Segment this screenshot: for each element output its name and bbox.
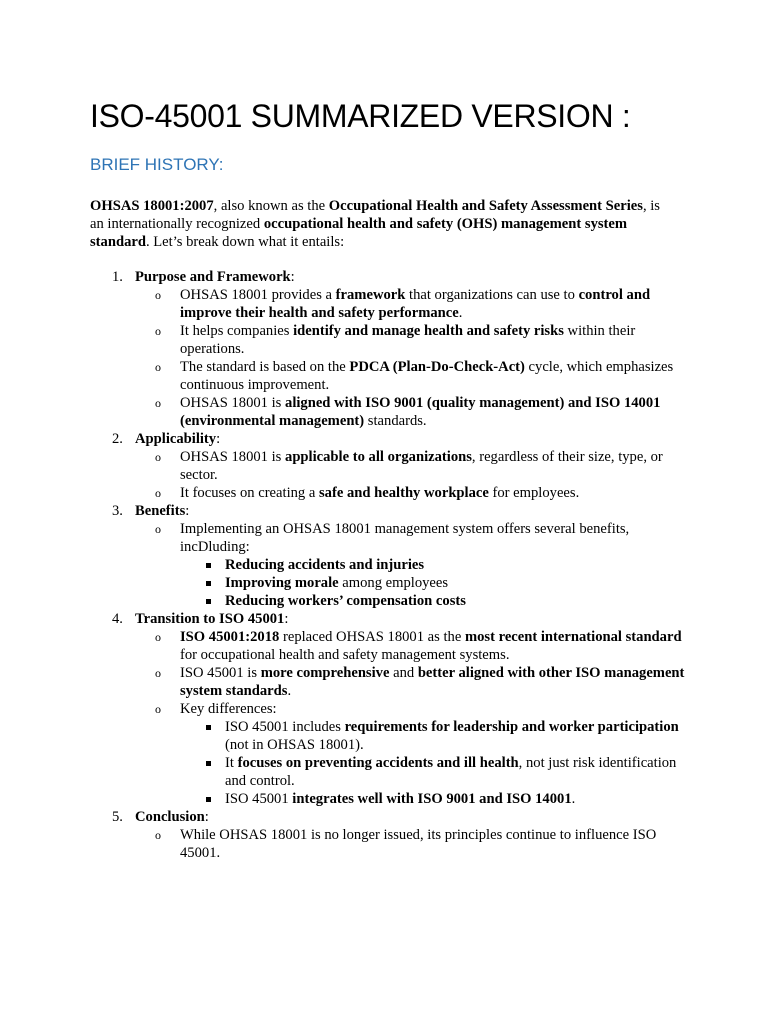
text-run: :: [204, 809, 209, 825]
circle-bullet-icon: o: [155, 828, 161, 842]
list-item: [135, 286, 690, 322]
bold-text-run: Purpose and Framework: [135, 269, 291, 285]
list-number: 3.: [112, 503, 123, 519]
text-run: among employees: [338, 575, 449, 591]
text-run: . Let’s break down what it entails:: [145, 234, 345, 250]
bold-text-run: control and improve their health and safety performance: [180, 287, 651, 321]
square-bullet-icon: [206, 563, 211, 568]
text-run: It: [225, 755, 238, 771]
list-item: [135, 322, 690, 358]
list-item: [135, 394, 690, 430]
bold-text-run: Reducing accidents and injuries: [225, 557, 425, 573]
list-item: [135, 520, 690, 610]
text-run: OHSAS 18001 provides a: [180, 287, 336, 303]
list-section: [90, 430, 690, 502]
list-section: [90, 610, 690, 808]
nested-list: [180, 556, 690, 610]
numbered-list: [90, 268, 690, 862]
text-run: cycle, which emphasizes continuous improvement.: [180, 359, 674, 393]
circle-bullet-icon: o: [155, 486, 161, 500]
nested-list: [180, 718, 690, 808]
nested-list-item: [180, 592, 690, 610]
nested-list-item-text: [225, 718, 690, 754]
bold-text-run: Reducing workers’ compensation costs: [225, 593, 466, 609]
list-section: [90, 268, 690, 430]
list-number: 2.: [112, 431, 123, 447]
text-run: :: [290, 269, 295, 285]
text-run: While OHSAS 18001 is no longer issued, its principles continue to influence ISO 45001.: [180, 827, 657, 861]
text-run: Key differences:: [180, 701, 277, 717]
sub-list: [135, 448, 690, 502]
list-item-text: [180, 628, 690, 664]
bold-text-run: Applicability: [135, 431, 217, 447]
text-run: ISO 45001: [225, 791, 293, 807]
list-item: [135, 664, 690, 700]
text-run: for occupational health and safety management systems.: [180, 647, 510, 663]
bold-text-run: applicable to all organizations: [285, 449, 472, 465]
text-run: It focuses on creating a: [180, 485, 319, 501]
bold-text-run: more comprehensive: [260, 665, 390, 681]
section-title: [135, 430, 690, 448]
list-item: [135, 826, 690, 862]
text-run: OHSAS 18001 is: [180, 449, 286, 465]
text-run: (not in OHSAS 18001).: [225, 737, 364, 753]
list-item-text: [180, 520, 690, 556]
nested-list-item-text: [225, 592, 690, 610]
circle-bullet-icon: o: [155, 288, 161, 302]
text-run: and: [389, 665, 418, 681]
text-run: ISO 45001 is: [180, 665, 261, 681]
bold-text-run: Transition to ISO 45001: [135, 611, 285, 627]
nested-list-item-text: [225, 754, 690, 790]
bold-text-run: PDCA (Plan-Do-Check-Act): [349, 359, 525, 375]
sub-list: [135, 286, 690, 430]
circle-bullet-icon: o: [155, 666, 161, 680]
list-item: [135, 700, 690, 808]
bold-text-run: identify and manage health and safety risks: [293, 323, 564, 339]
square-bullet-icon: [206, 797, 211, 802]
text-run: replaced OHSAS 18001 as the: [279, 629, 465, 645]
text-run: .: [458, 305, 463, 321]
text-run: for employees.: [488, 485, 580, 501]
bold-text-run: Occupational Health and Safety Assessment Series: [328, 198, 643, 214]
nested-list-item: [180, 556, 690, 574]
text-run: within their operations.: [180, 323, 636, 357]
bold-text-run: ISO 45001:2018: [180, 629, 280, 645]
list-item-text: [180, 448, 690, 484]
text-run: .: [287, 683, 292, 699]
bold-text-run: aligned with ISO 9001 (quality management) and ISO 14001 (environmental management): [180, 395, 661, 429]
text-run: , is an internationally recognized: [90, 198, 660, 232]
text-run: , not just risk identification and control.: [225, 755, 677, 789]
circle-bullet-icon: o: [155, 522, 161, 536]
circle-bullet-icon: o: [155, 396, 161, 410]
text-run: It helps companies: [180, 323, 294, 339]
section-title: [135, 808, 690, 826]
text-run: .: [571, 791, 576, 807]
bold-text-run: better aligned with other ISO management system standards: [180, 665, 685, 699]
circle-bullet-icon: o: [155, 360, 161, 374]
section-title: [135, 268, 690, 286]
list-item-text: [180, 484, 690, 502]
bold-text-run: Conclusion: [135, 809, 205, 825]
text-run: OHSAS 18001 is: [180, 395, 286, 411]
list-item-text: [180, 286, 690, 322]
list-item: [135, 358, 690, 394]
text-run: , also known as the: [213, 198, 329, 214]
circle-bullet-icon: o: [155, 450, 161, 464]
bold-text-run: safe and healthy workplace: [319, 485, 489, 501]
circle-bullet-icon: o: [155, 324, 161, 338]
sub-list: [135, 520, 690, 610]
list-number: 5.: [112, 809, 123, 825]
list-item-text: [180, 826, 690, 862]
bold-text-run: integrates well with ISO 9001 and ISO 14001: [292, 791, 572, 807]
bold-text-run: OHSAS 18001:2007: [90, 198, 214, 214]
text-run: standards.: [364, 413, 427, 429]
square-bullet-icon: [206, 725, 211, 730]
bold-text-run: occupational health and safety (OHS) management system standard: [90, 216, 628, 250]
list-number: 4.: [112, 611, 123, 627]
text-run: Implementing an OHSAS 18001 management system offers several benefits, incDluding:: [180, 521, 630, 555]
nested-list-item: [180, 754, 690, 790]
nested-list-item-text: [225, 574, 690, 592]
list-section: [90, 502, 690, 610]
bold-text-run: requirements for leadership and worker participation: [344, 719, 679, 735]
list-item-text: [180, 358, 690, 394]
document-title: ISO-45001 SUMMARIZED VERSION :: [90, 98, 631, 134]
text-run: The standard is based on the: [180, 359, 350, 375]
intro-paragraph: [90, 197, 670, 251]
text-run: :: [216, 431, 221, 447]
bold-text-run: most recent international standard: [464, 629, 682, 645]
square-bullet-icon: [206, 599, 211, 604]
bold-text-run: Improving morale: [225, 575, 339, 591]
list-item-text: [180, 394, 690, 430]
text-run: :: [185, 503, 190, 519]
list-item: [135, 448, 690, 484]
section-heading-brief-history: BRIEF HISTORY:: [90, 155, 224, 174]
nested-list-item-text: [225, 790, 690, 808]
list-section: [90, 808, 690, 862]
nested-list-item: [180, 574, 690, 592]
circle-bullet-icon: o: [155, 702, 161, 716]
list-number: 1.: [112, 269, 123, 285]
bold-text-run: Benefits: [135, 503, 186, 519]
text-run: , regardless of their size, type, or sector.: [180, 449, 663, 483]
bold-text-run: framework: [335, 287, 406, 303]
nested-list-item: [180, 790, 690, 808]
square-bullet-icon: [206, 581, 211, 586]
sub-list: [135, 826, 690, 862]
list-item: [135, 484, 690, 502]
section-title: [135, 610, 690, 628]
list-item-text: [180, 322, 690, 358]
text-run: :: [284, 611, 289, 627]
list-item: [135, 628, 690, 664]
section-title: [135, 502, 690, 520]
square-bullet-icon: [206, 761, 211, 766]
nested-list-item: [180, 718, 690, 754]
sub-list: [135, 628, 690, 808]
bold-text-run: focuses on preventing accidents and ill health: [237, 755, 519, 771]
text-run: ISO 45001 includes: [225, 719, 345, 735]
nested-list-item-text: [225, 556, 690, 574]
text-run: that organizations can use to: [405, 287, 579, 303]
list-item-text: [180, 664, 690, 700]
list-item-text: [180, 700, 690, 718]
circle-bullet-icon: o: [155, 630, 161, 644]
